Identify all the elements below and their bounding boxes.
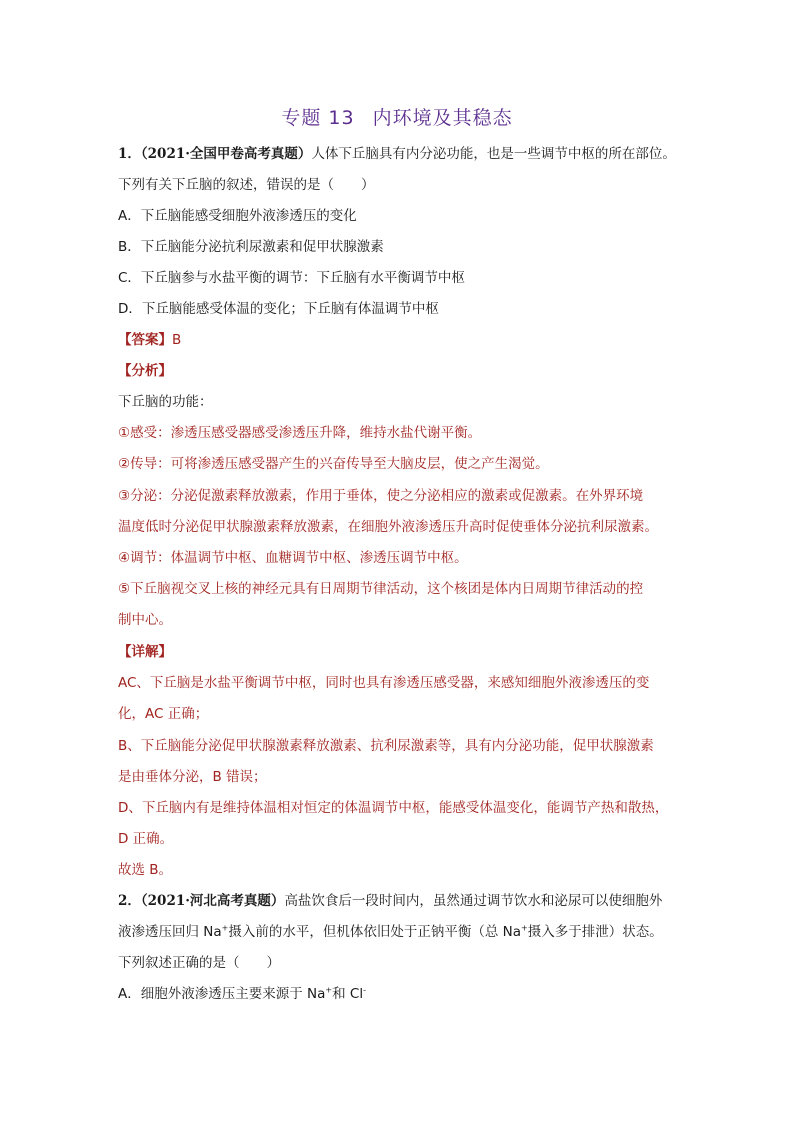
analysis-item-2: ②传导：可将渗透压感受器产生的兴奋传导至大脑皮层，使之产生渴觉。 — [118, 456, 549, 472]
detail-label: 【详解】 — [118, 644, 172, 660]
analysis-item-3: ③分泌：分泌促激素释放激素，作用于垂体，使之分泌相应的激素或促激素。在外界环境 — [118, 488, 644, 504]
q2-stem-line-2 — [118, 922, 663, 942]
q2-stem-line-3: 下列叙述正确的是（ ） — [118, 955, 280, 971]
q2-stem-part-b: 摄入前的水平，但机体依旧处于正钠平衡（总 Na — [228, 924, 522, 940]
q1-source: （2021·全国甲卷高考真题） — [140, 146, 312, 162]
answer-value: B — [172, 332, 182, 348]
q1-option-d: D．下丘脑能感受体温的变化；下丘脑有体温调节中枢 — [118, 301, 439, 317]
q2-stem-part-c: 摄入多于排泄）状态。 — [527, 924, 663, 940]
q1-option-a: A．下丘脑能感受细胞外液渗透压的变化 — [118, 208, 357, 224]
q2-stem-part-a: 液渗透压回归 Na — [118, 924, 222, 940]
analysis-item-5: ⑤下丘脑视交叉上核的神经元具有日周期节律活动，这个核团是体内日周期节律活动的控 — [118, 581, 644, 597]
detail-line-5: D、下丘脑内有是维持体温相对恒定的体温调节中枢，能感受体温变化，能调节产热和散热， — [118, 800, 669, 816]
q2-sup-1: + — [221, 923, 229, 933]
q2-sup-2: + — [521, 923, 528, 933]
q1-stem-line-2: 下列有关下丘脑的叙述，错误的是（ ） — [118, 177, 375, 193]
q2-stem-line-1 — [118, 891, 662, 911]
q2-option-a — [118, 984, 366, 1004]
q2-source: （2021·河北高考真题） — [140, 893, 285, 909]
answer-label: 【答案】 — [118, 332, 172, 348]
detail-line-6: D 正确。 — [118, 831, 174, 847]
detail-line-4: 是由垂体分泌，B 错误； — [118, 769, 267, 785]
q2-option-a-text: A．细胞外液渗透压主要来源于 Na — [118, 986, 326, 1002]
q2-number: 2． — [118, 893, 141, 909]
q1-stem-text-1: 人体下丘脑具有内分泌功能，也是一些调节中枢的所在部位。 — [311, 146, 676, 162]
q2-option-a-text-2: 和 Cl — [332, 986, 364, 1002]
analysis-item-3-cont: 温度低时分泌促甲状腺激素释放激素，在细胞外液渗透压升高时促使垂体分泌抗利尿激素。 — [118, 519, 658, 535]
q1-option-c: C．下丘脑参与水盐平衡的调节：下丘脑有水平衡调节中枢 — [118, 270, 465, 286]
analysis-label: 【分析】 — [118, 363, 172, 379]
q1-stem-line-1 — [118, 144, 676, 164]
q1-number: 1． — [118, 146, 141, 162]
page-title — [0, 103, 794, 130]
q2-stem-text-1: 高盐饮食后一段时间内，虽然通过调节饮水和泌尿可以使细胞外 — [284, 893, 663, 909]
analysis-item-4: ④调节：体温调节中枢、血糖调节中枢、渗透压调节中枢。 — [118, 550, 468, 566]
analysis-item-1: ①感受：渗透压感受器感受渗透压升降，维持水盐代谢平衡。 — [118, 425, 482, 441]
q1-answer — [118, 330, 181, 350]
analysis-intro: 下丘脑的功能： — [118, 394, 213, 410]
analysis-item-5-cont: 制中心。 — [118, 612, 172, 628]
detail-line-1: AC、下丘脑是水盐平衡调节中枢，同时也具有渗透压感受器，来感知细胞外液渗透压的变 — [118, 675, 650, 691]
detail-line-3: B、下丘脑能分泌促甲状腺激素释放激素、抗利尿激素等，具有内分泌功能，促甲状腺激素 — [118, 738, 654, 754]
detail-line-2: 化，AC 正确； — [118, 706, 209, 722]
q2-option-a-sup-2: - — [363, 985, 366, 995]
topic-number: 专题 13 — [281, 107, 355, 129]
topic-name: 内环境及其稳态 — [372, 107, 513, 129]
q1-option-b: B．下丘脑能分泌抗利尿激素和促甲状腺激素 — [118, 239, 384, 255]
detail-conclusion: 故选 B。 — [118, 862, 173, 878]
q2-option-a-sup-1: + — [325, 985, 333, 995]
